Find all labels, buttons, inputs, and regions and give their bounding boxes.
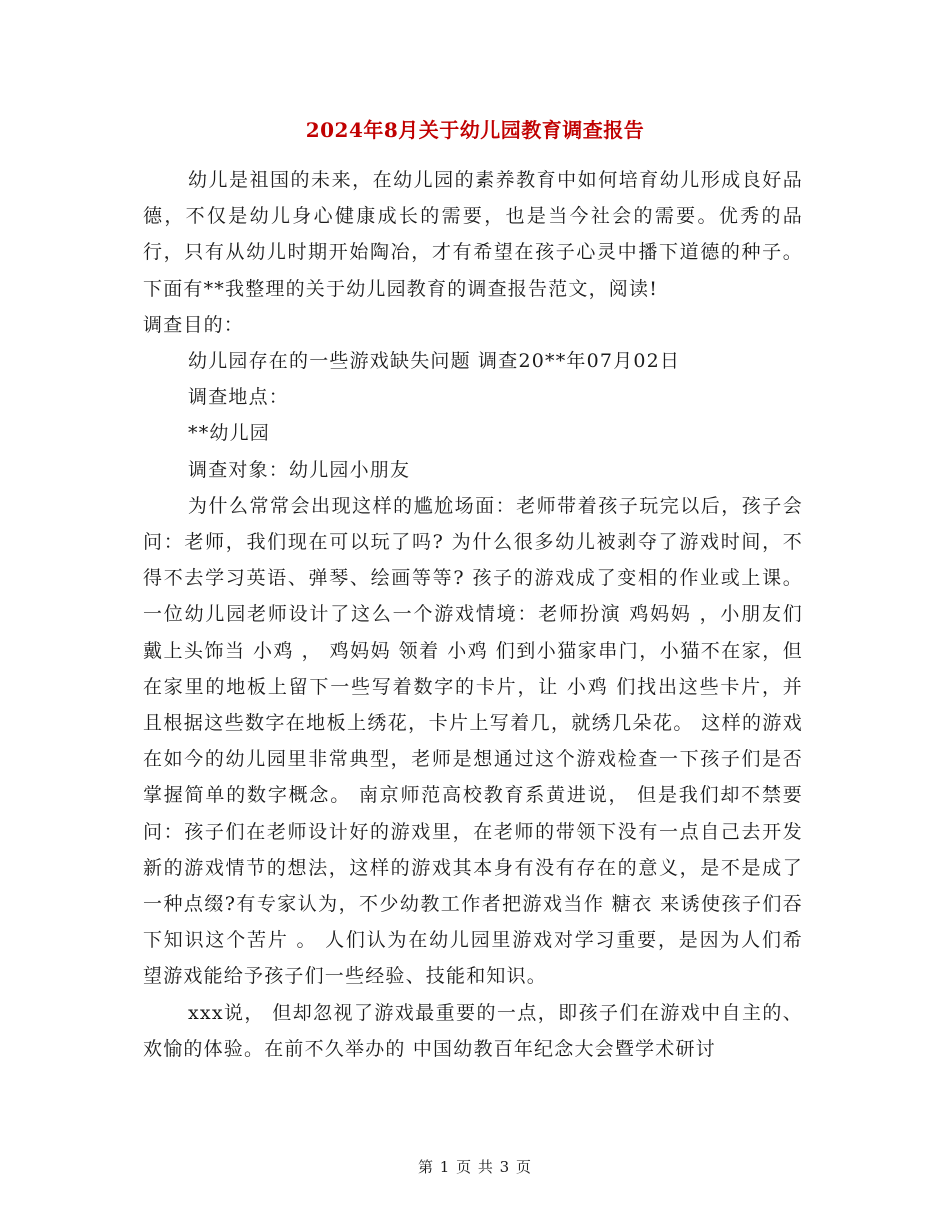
paragraph-main: 为什么常常会出现这样的尴尬场面：老师带着孩子玩完以后，孩子会问：老师，我们现在可以玩了吗? 为什么很多幼儿被剥夺了游戏时间，不得不去学习英语、弹琴、绘画等等? 孩子的游戏成了变相的作业或上课。 一位幼儿园老师设计了这么一个游戏情境：老师扮演 鸡妈妈 ，小朋友们戴上头饰当 小鸡 ， 鸡妈妈 领着 小鸡 们到小猫家串门，小猫不在家，但在家里的地板上留下一些写着数字的卡片，让 小鸡 们找出这些卡片，并且根据这些数字在地板上绣花，卡片上写着几，就绣几朵花。 这样的游戏在如今的幼儿园里非常典型，老师是想通过这个游戏检查一下孩子们是否掌握简单的数字概念。 南京师范高校教育系黄进说， 但是我们却不禁要问：孩子们在老师设计好的游戏里，在老师的带领下没有一点自己去开发新的游戏情节的想法，这样的游戏其本身有没有存在的意义，是不是成了一种点缀?有专家认为，不少幼教工作者把游戏当作 糖衣 来诱使孩子们吞下知识这个苦片 。 人们认为在幼儿园里游戏对学习重要，是因为人们希望游戏能给予孩子们一些经验、技能和知识。 bbox=[143, 494, 803, 988]
paragraph-subjects: 调查对象：幼儿园小朋友 bbox=[188, 458, 411, 481]
paragraph-continuation: xxx说， 但却忽视了游戏最重要的一点，即孩子们在游戏中自主的、欢愉的体验。在前不久举办的 中国幼教百年纪念大会暨学术研讨 bbox=[143, 1001, 803, 1060]
document-title: 2024年8月关于幼儿园教育调查报告 bbox=[305, 118, 645, 142]
paragraph-intro: 幼儿是祖国的未来，在幼儿园的素养教育中如何培育幼儿形成良好品德，不仅是幼儿身心健康成长的需要，也是当今社会的需要。优秀的品行，只有从幼儿时期开始陶冶，才有希望在孩子心灵中播下道德的种子。下面有**我整理的关于幼儿园教育的调查报告范文，阅读! bbox=[143, 169, 803, 300]
paragraph-purpose-label: 调查目的： bbox=[143, 313, 245, 336]
paragraph-purpose: 幼儿园存在的一些游戏缺失问题 调查20**年07月02日 bbox=[188, 350, 681, 373]
page-footer: 第 1 页 共 3 页 bbox=[418, 1158, 532, 1176]
paragraph-location-label: 调查地点： bbox=[188, 386, 290, 409]
paragraph-location: **幼儿园 bbox=[188, 422, 271, 445]
document-body bbox=[143, 162, 803, 1067]
